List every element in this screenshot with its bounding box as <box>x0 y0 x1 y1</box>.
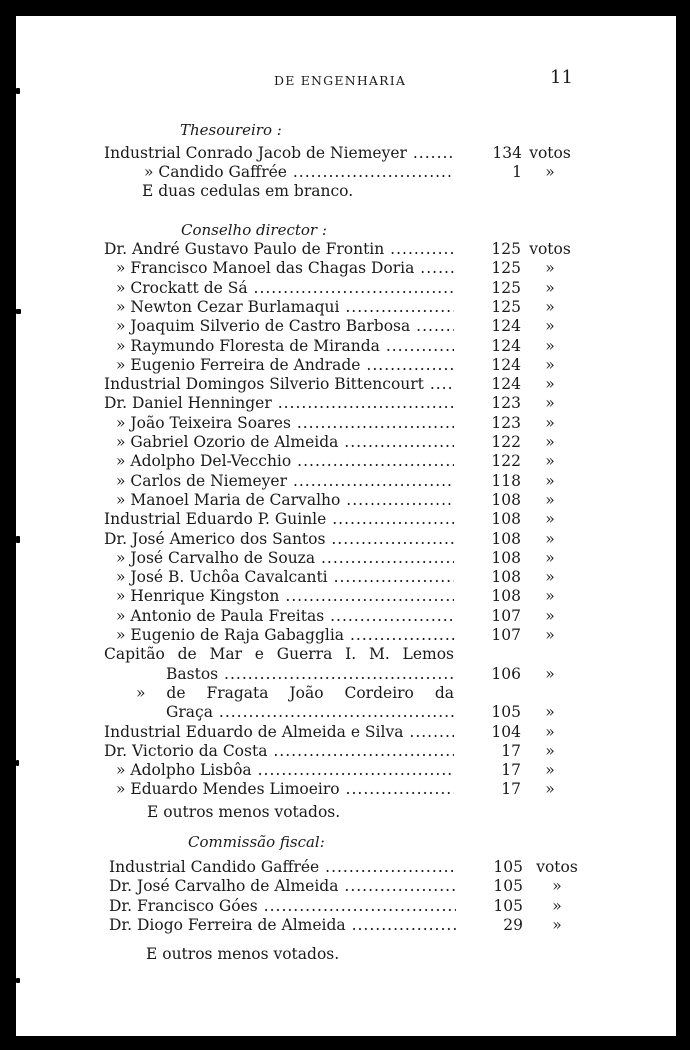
vote-count: 108 <box>491 568 521 587</box>
vote-count: 125 <box>491 278 521 297</box>
vote-unit: » <box>545 510 555 529</box>
candidate-name: Dr. José Americo dos Santos ..... <box>104 530 454 549</box>
book-page <box>16 16 676 1036</box>
candidate-name: Dr. Daniel Henninger ..... <box>104 394 454 413</box>
vote-entry <box>16 452 676 471</box>
scan-speck <box>16 760 19 766</box>
vote-unit: votos <box>529 240 571 258</box>
vote-entry <box>16 356 676 375</box>
candidate-name: Graça ..... <box>166 703 454 722</box>
vote-unit: » <box>545 336 555 355</box>
vote-count: 123 <box>491 394 521 413</box>
vote-entry <box>16 317 676 336</box>
page-header <box>16 68 676 92</box>
scan-speck <box>16 88 20 94</box>
vote-count: 108 <box>491 510 521 529</box>
page-number: 11 <box>550 67 573 88</box>
vote-entry <box>16 858 676 877</box>
vote-unit: » <box>545 355 555 374</box>
candidate-name: » de Fragata João Cordeiro da <box>136 683 454 702</box>
candidate-name: Industrial Conrado Jacob de Niemeyer ..... <box>104 144 454 163</box>
vote-entry <box>16 510 676 529</box>
vote-entry <box>16 472 676 491</box>
vote-count: 124 <box>491 355 521 374</box>
vote-count: 122 <box>491 452 521 471</box>
vote-entry <box>16 549 676 568</box>
vote-entry <box>16 587 676 606</box>
vote-unit: » <box>545 317 555 336</box>
vote-entry <box>16 144 676 163</box>
vote-entry <box>16 394 676 413</box>
candidate-name: Industrial Candido Gaffrée ..... <box>109 858 456 877</box>
candidate-name: » Carlos de Niemeyer ..... <box>116 472 454 491</box>
candidate-name: » José Carvalho de Souza ..... <box>116 549 454 568</box>
vote-count: 108 <box>491 529 521 548</box>
vote-count: 108 <box>491 587 521 606</box>
vote-count: 105 <box>491 703 521 722</box>
vote-entry <box>16 433 676 452</box>
scan-speck <box>16 536 20 543</box>
candidate-name: Capitão de Mar e Guerra I. M. Lemos <box>104 645 454 664</box>
candidate-name: » Gabriel Ozorio de Almeida ..... <box>116 433 454 452</box>
candidate-name: » Eugenio de Raja Gabagglia ..... <box>116 626 454 645</box>
section-heading-commissao-fiscal: Commissão fiscal: <box>188 833 325 851</box>
vote-count: 105 <box>493 896 523 915</box>
vote-count: 124 <box>491 336 521 355</box>
vote-entry <box>16 665 676 684</box>
candidate-name: » Eugenio Ferreira de Andrade ..... <box>116 356 454 375</box>
section-heading-conselho-director: Conselho director : <box>181 221 327 239</box>
candidate-name: » Joaquim Silverio de Castro Barbosa ..... <box>116 317 454 336</box>
vote-unit: » <box>545 606 555 625</box>
vote-count: 29 <box>503 915 523 934</box>
vote-count: 118 <box>491 471 521 490</box>
vote-unit: » <box>545 626 555 644</box>
vote-unit: » <box>545 471 555 490</box>
vote-unit: » <box>545 490 555 509</box>
candidate-name: » Eduardo Mendes Limoeiro ..... <box>116 780 454 799</box>
vote-entry <box>16 607 676 626</box>
candidate-name: Dr. André Gustavo Paulo de Frontin ..... <box>104 240 454 259</box>
vote-unit: » <box>545 587 555 606</box>
vote-count: 105 <box>493 858 523 876</box>
vote-count: 125 <box>491 240 521 258</box>
vote-unit: votos <box>529 144 571 162</box>
vote-entry <box>16 414 676 433</box>
vote-unit: » <box>545 413 555 432</box>
vote-unit: » <box>545 452 555 471</box>
candidate-name: Industrial Eduardo de Almeida e Silva ..... <box>104 723 454 742</box>
candidate-name: Dr. Francisco Góes ..... <box>109 897 456 916</box>
vote-entry <box>16 279 676 298</box>
vote-entry <box>16 723 676 742</box>
vote-count: 107 <box>491 626 521 644</box>
vote-entry <box>16 645 676 664</box>
vote-entry <box>16 530 676 549</box>
vote-count: 17 <box>501 741 521 760</box>
vote-unit: » <box>545 394 555 413</box>
candidate-name: Bastos ..... <box>166 665 454 684</box>
candidate-name: » João Teixeira Soares ..... <box>116 414 454 433</box>
candidate-name: » Francisco Manoel das Chagas Doria ..... <box>116 259 454 278</box>
vote-unit: » <box>545 297 555 316</box>
vote-unit: » <box>545 548 555 567</box>
vote-count: 105 <box>493 877 523 896</box>
vote-unit: » <box>545 568 555 587</box>
candidate-name: » Raymundo Floresta de Miranda ..... <box>116 337 454 356</box>
scan-speck <box>16 309 21 314</box>
section-heading-thesoureiro: Thesoureiro : <box>180 121 282 139</box>
candidate-name: » José B. Uchôa Cavalcanti ..... <box>116 568 454 587</box>
vote-unit: » <box>545 741 555 760</box>
vote-count: 108 <box>491 548 521 567</box>
vote-count: 106 <box>491 664 521 683</box>
candidate-name: » Henrique Kingston ..... <box>116 587 454 606</box>
vote-count: 134 <box>492 144 522 162</box>
vote-entry <box>16 897 676 916</box>
vote-count: 1 <box>512 163 522 181</box>
candidate-name: » Antonio de Paula Freitas ..... <box>116 607 454 626</box>
candidate-name: Industrial Domingos Silverio Bittencourt ..... <box>104 375 454 394</box>
vote-unit: » <box>545 780 555 799</box>
vote-unit: » <box>545 259 555 278</box>
running-title: DE ENGENHARIA <box>274 73 407 88</box>
vote-entry <box>16 780 676 799</box>
vote-count: 108 <box>491 490 521 509</box>
vote-unit: » <box>552 915 562 934</box>
vote-unit: » <box>545 278 555 297</box>
vote-unit: » <box>545 761 555 780</box>
candidate-name: » Manoel Maria de Carvalho ..... <box>116 491 454 510</box>
vote-entry <box>16 259 676 278</box>
vote-count: 124 <box>491 375 521 394</box>
vote-unit: » <box>545 703 555 722</box>
conselho-director-note: E outros menos votados. <box>147 803 341 821</box>
vote-entry <box>16 916 676 935</box>
vote-entry <box>16 568 676 587</box>
vote-unit: » <box>552 896 562 915</box>
vote-count: 124 <box>491 317 521 336</box>
vote-unit: » <box>545 664 555 683</box>
candidate-name: » Adolpho Del-Vecchio ..... <box>116 452 454 471</box>
vote-entry <box>16 298 676 317</box>
candidate-name: Dr. Diogo Ferreira de Almeida ..... <box>109 916 456 935</box>
vote-entry <box>16 626 676 645</box>
candidate-name: » Crockatt de Sá ..... <box>116 279 454 298</box>
vote-unit: » <box>545 163 555 181</box>
vote-unit: » <box>545 529 555 548</box>
vote-entry <box>16 240 676 259</box>
vote-entry <box>16 337 676 356</box>
vote-count: 17 <box>501 761 521 780</box>
vote-entry <box>16 684 676 703</box>
vote-count: 123 <box>491 413 521 432</box>
vote-unit: » <box>545 375 555 394</box>
vote-unit: » <box>545 433 555 451</box>
commissao-fiscal-note: E outros menos votados. <box>146 945 340 963</box>
candidate-name: » Candido Gaffrée ..... <box>144 163 454 182</box>
vote-unit: » <box>545 722 555 741</box>
vote-entry <box>16 877 676 896</box>
scan-speck <box>16 978 20 983</box>
vote-entry <box>16 163 676 182</box>
candidate-name: Industrial Eduardo P. Guinle ..... <box>104 510 454 529</box>
candidate-name: Dr. José Carvalho de Almeida ..... <box>109 877 456 896</box>
vote-entry <box>16 761 676 780</box>
vote-count: 125 <box>491 297 521 316</box>
candidate-name: » Newton Cezar Burlamaqui ..... <box>116 298 454 317</box>
vote-entry <box>16 491 676 510</box>
candidate-name: » Adolpho Lisbôa ..... <box>116 761 454 780</box>
vote-count: 125 <box>491 259 521 278</box>
vote-entry <box>16 375 676 394</box>
vote-unit: » <box>552 877 562 896</box>
vote-entry <box>16 742 676 761</box>
vote-count: 17 <box>501 780 521 799</box>
vote-count: 107 <box>491 606 521 625</box>
vote-count: 104 <box>491 722 521 741</box>
vote-unit: votos <box>536 858 578 876</box>
vote-entry <box>16 703 676 722</box>
candidate-name: Dr. Victorio da Costa ..... <box>104 742 454 761</box>
thesoureiro-note: E duas cedulas em branco. <box>142 182 354 200</box>
vote-count: 122 <box>491 433 521 451</box>
